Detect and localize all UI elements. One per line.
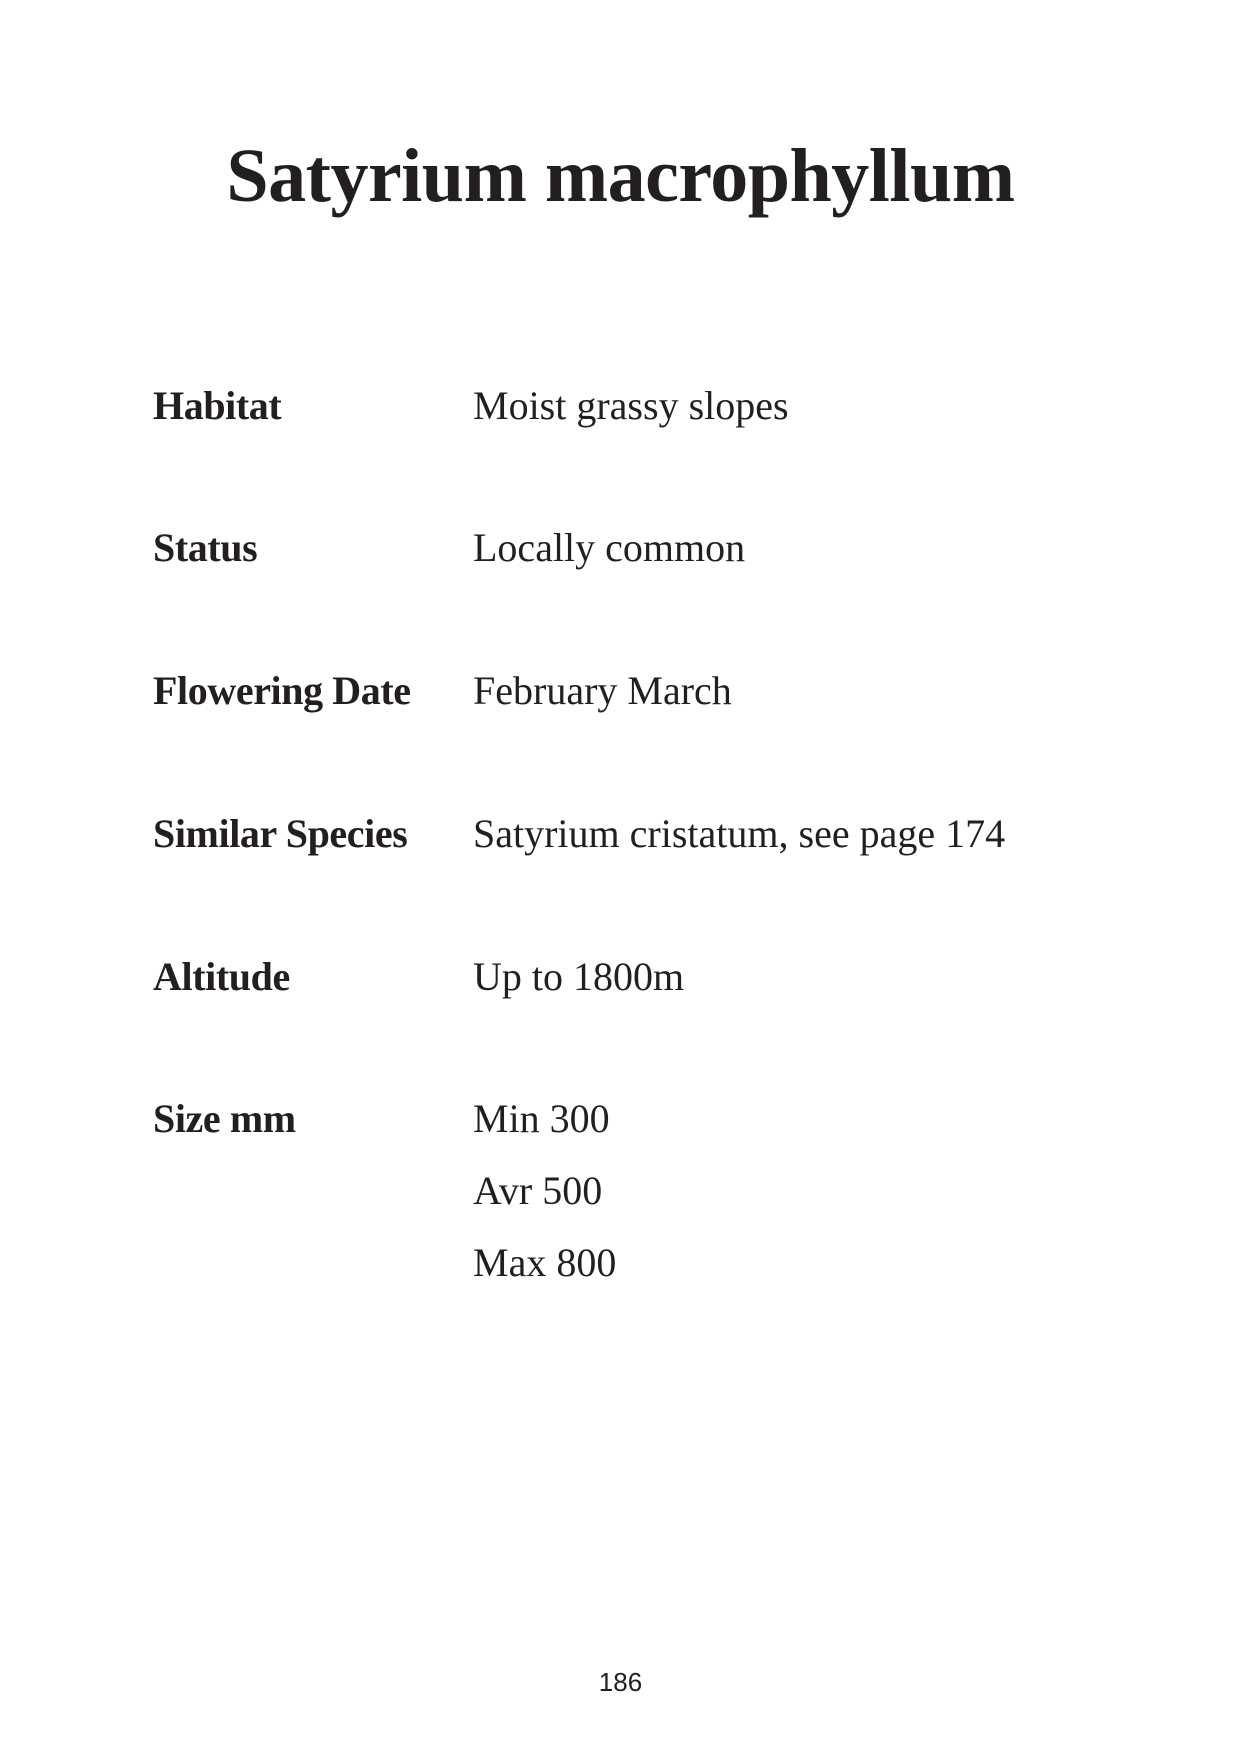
status-row xyxy=(153,520,1113,580)
flowering-date-value: February March xyxy=(473,668,732,713)
status-value: Locally common xyxy=(473,525,746,570)
habitat-row xyxy=(153,378,1113,438)
size-max: Max 800 xyxy=(473,1240,617,1285)
size-min: Min 300 xyxy=(473,1096,610,1141)
status-label: Status xyxy=(153,525,258,570)
size-values xyxy=(473,1083,616,1299)
similar-species-label: Similar Species xyxy=(153,811,408,856)
habitat-label: Habitat xyxy=(153,383,282,428)
page-title: Satyrium macrophyllum xyxy=(226,134,1015,218)
similar-species-row xyxy=(153,806,1113,866)
altitude-value: Up to 1800m xyxy=(473,954,685,999)
size-label: Size mm xyxy=(153,1096,296,1141)
page-number: 186 xyxy=(598,1667,643,1697)
flowering-date-label: Flowering Date xyxy=(153,668,411,713)
similar-species-value: Satyrium cristatum, see page 174 xyxy=(473,811,1006,856)
altitude-row xyxy=(153,949,1113,1009)
habitat-value: Moist grassy slopes xyxy=(473,383,789,428)
altitude-label: Altitude xyxy=(153,954,290,999)
flowering-date-row xyxy=(153,663,1113,723)
size-row xyxy=(153,1091,1113,1311)
size-avr: Avr 500 xyxy=(473,1168,603,1213)
